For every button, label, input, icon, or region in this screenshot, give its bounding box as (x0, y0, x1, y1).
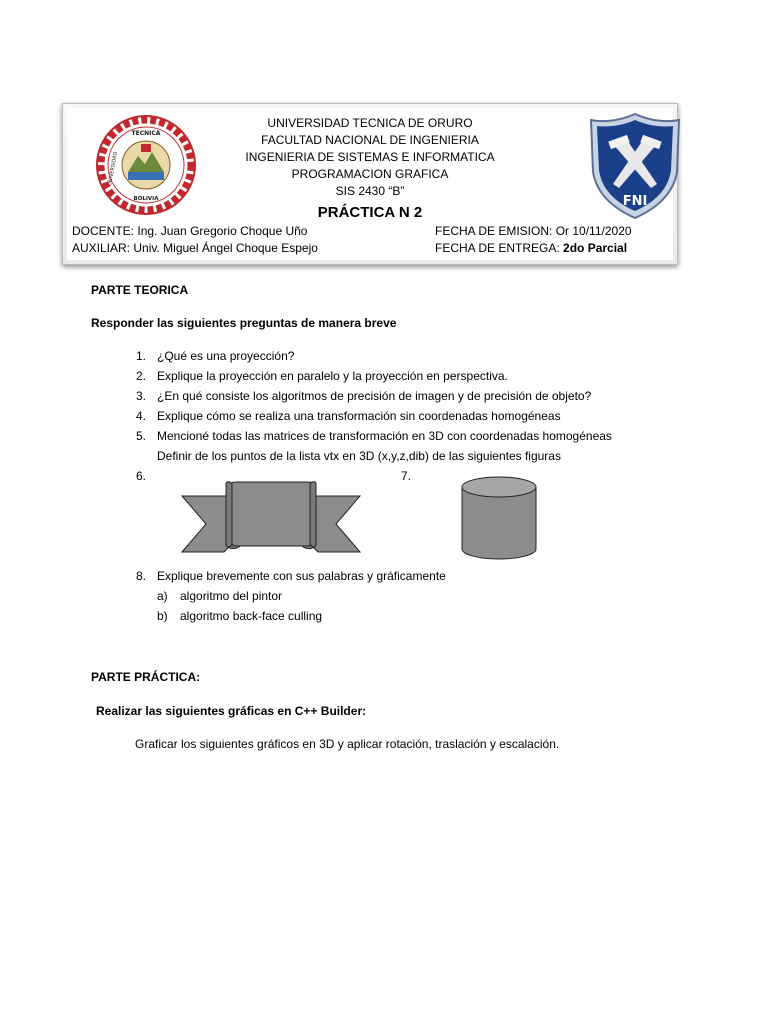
course-code: SIS 2430 “B” (335, 184, 405, 198)
header-inner (67, 108, 673, 260)
question-number: 4. (135, 409, 146, 423)
emision-field (435, 224, 632, 238)
auxiliar-field (72, 241, 318, 255)
define-points-line: Definir de los puntos de la lista vtx en 3D (x,y,z,dib) de las siguientes figuras (157, 449, 561, 463)
ribbon-banner-figure (180, 480, 362, 554)
entrega-field (435, 241, 627, 255)
svg-text:TECNICA: TECNICA (131, 130, 161, 137)
question-text: Explique la proyección en paralelo y la proyección en perspectiva. (157, 369, 508, 383)
course-name: PROGRAMACION GRAFICA (291, 167, 449, 181)
emision-label: FECHA DE EMISION: (435, 224, 553, 238)
university-name: UNIVERSIDAD TECNICA DE ORURO (267, 116, 473, 130)
figure-6-label: 6. (135, 469, 146, 483)
practica-instruction: Realizar las siguientes gráficas en C++ Builder: (96, 704, 367, 718)
question-number: 1. (135, 349, 146, 363)
subitem-letter: a) (157, 589, 168, 603)
header-box (62, 103, 678, 265)
practica-task: Graficar los siguientes gráficos en 3D y aplicar rotación, traslación y escalación. (135, 737, 560, 751)
faculty-name: FACULTAD NACIONAL DE INGENIERIA (261, 133, 479, 147)
subitem-text: algoritmo back-face culling (180, 609, 323, 623)
subitem-letter: b) (157, 609, 168, 623)
career-name: INGENIERIA DE SISTEMAS E INFORMATICA (245, 150, 495, 164)
question-8-text: Explique brevemente con sus palabras y gráficamente (157, 569, 446, 583)
figure-7-label: 7. (401, 469, 412, 483)
question-text: Mencioné todas las matrices de transformación en 3D con coordenadas homogéneas (157, 429, 612, 443)
question-text: ¿Qué es una proyección? (157, 349, 295, 363)
docente-label: DOCENTE: (72, 224, 135, 238)
question-number: 3. (135, 389, 146, 403)
question-text: Explique cómo se realiza una transformación sin coordenadas homogéneas (157, 409, 561, 423)
teoria-instruction: Responder las siguientes preguntas de manera breve (91, 316, 397, 330)
auxiliar-value: Univ. Miguel Ángel Choque Espejo (133, 241, 318, 255)
question-number: 5. (135, 429, 146, 443)
question-number: 2. (135, 369, 146, 383)
practica-heading: PARTE PRÁCTICA: (91, 670, 201, 684)
question-text: ¿En qué consiste los algoritmos de precisión de imagen y de precisión de objeto? (157, 389, 592, 403)
entrega-label: FECHA DE ENTREGA: (435, 241, 560, 255)
svg-text:UNIVERSIDAD: UNIVERSIDAD (107, 151, 119, 187)
emision-value: Or 10/11/2020 (555, 224, 632, 238)
question-8-number: 8. (135, 569, 146, 583)
svg-text:BOLIVIA: BOLIVIA (133, 196, 159, 202)
docente-field (72, 224, 307, 238)
docente-value: Ing. Juan Gregorio Choque Uño (137, 224, 308, 238)
shield-text: FNI (622, 194, 648, 209)
cylinder-figure (459, 475, 539, 561)
auxiliar-label: AUXILIAR: (72, 241, 131, 255)
fni-shield-logo (587, 112, 683, 220)
entrega-value: 2do Parcial (563, 241, 628, 255)
subitem-text: algoritmo del pintor (180, 589, 283, 603)
teoria-heading: PARTE TEORICA (91, 283, 189, 297)
practice-title: PRÁCTICA N 2 (317, 204, 423, 221)
